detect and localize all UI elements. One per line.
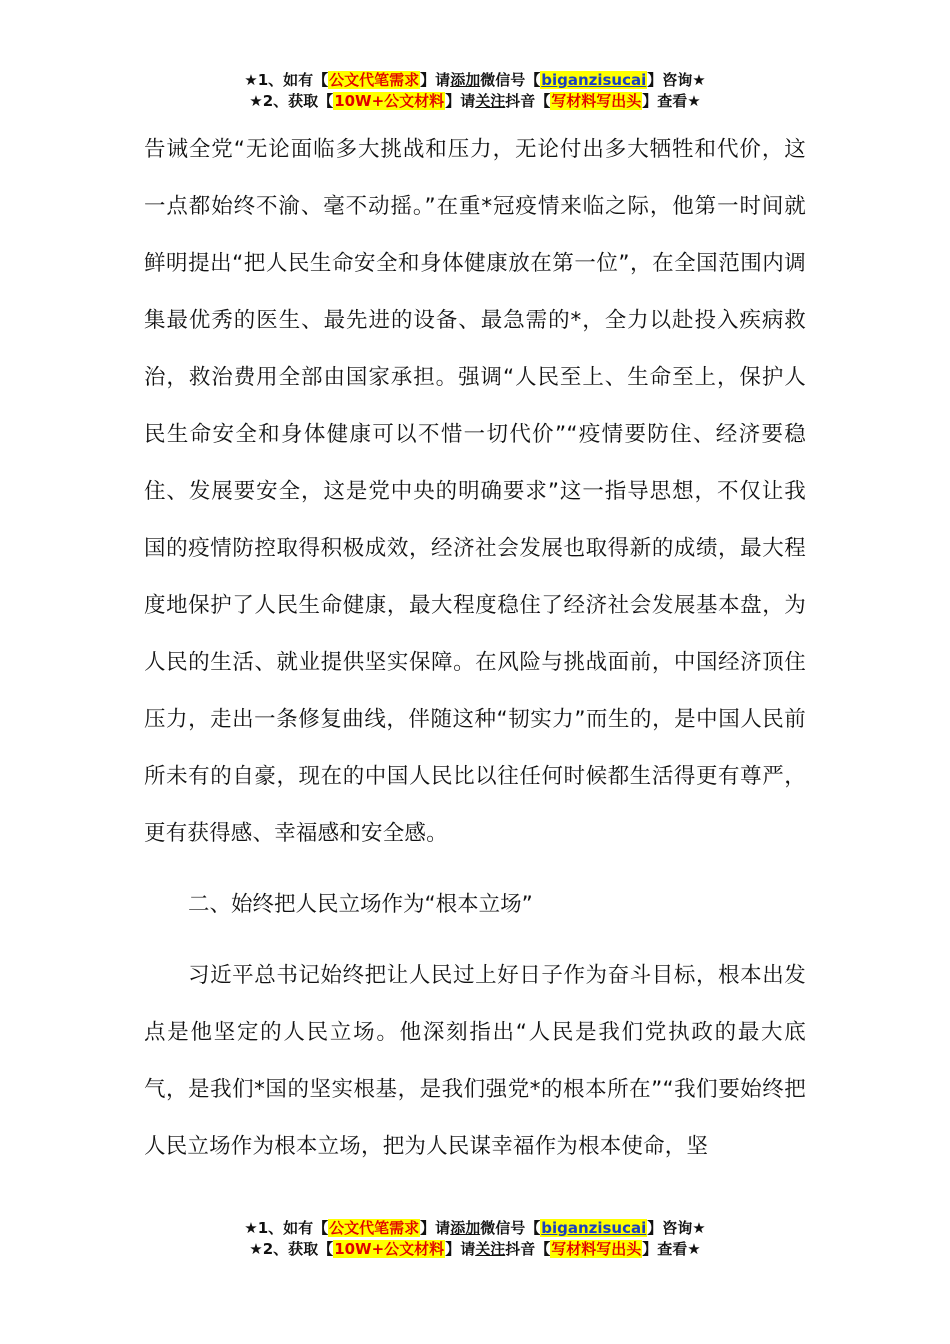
banner-text: 微信号【 xyxy=(480,1219,541,1237)
section-heading: 二、始终把人民立场作为“根本立场” xyxy=(188,892,533,917)
banner-emphasis: 关注 xyxy=(475,1240,506,1258)
banner-emphasis: 添加 xyxy=(450,71,481,89)
wechat-id-link[interactable]: biganzisucai xyxy=(541,1219,647,1237)
document-body xyxy=(144,121,806,1175)
banner-emphasis: 添加 xyxy=(450,1219,481,1237)
banner-highlight: 公文代笔需求 xyxy=(329,1219,420,1237)
banner-text: ★1、如有【 xyxy=(244,71,329,89)
footer-banner xyxy=(0,1218,950,1260)
douyin-account-highlight[interactable]: 写材料写出头 xyxy=(551,1240,642,1258)
banner-text: 抖音【 xyxy=(505,92,551,110)
banner-line-2 xyxy=(0,91,950,112)
douyin-account-highlight[interactable]: 写材料写出头 xyxy=(551,92,642,110)
banner-text: ★2、获取【 xyxy=(249,92,334,110)
banner-line-2 xyxy=(0,1239,950,1260)
banner-text: ★1、如有【 xyxy=(244,1219,329,1237)
banner-highlight: 10W+公文材料 xyxy=(334,1240,445,1258)
banner-highlight: 公文代笔需求 xyxy=(329,71,420,89)
banner-text: 】请 xyxy=(420,1219,451,1237)
header-banner xyxy=(0,70,950,112)
banner-line-1 xyxy=(0,1218,950,1239)
body-paragraph-2: 习近平总书记始终把让人民过上好日子作为奋斗目标，根本出发点是他坚定的人民立场。他深刻指出“人民是我们党执政的最大底气，是我们*国的坚实根基，是我们强党*的根本所在”“我们要始终把人民立场作为根本立场，把为人民谋幸福作为根本使命，坚 xyxy=(144,963,806,1159)
banner-text: 】查看★ xyxy=(642,1240,701,1258)
banner-text: 】咨询★ xyxy=(647,71,706,89)
banner-text: 】请 xyxy=(445,1240,476,1258)
banner-text: 】查看★ xyxy=(642,92,701,110)
banner-text: ★2、获取【 xyxy=(249,1240,334,1258)
banner-text: 微信号【 xyxy=(480,71,541,89)
banner-text: 】咨询★ xyxy=(647,1219,706,1237)
banner-highlight: 10W+公文材料 xyxy=(334,92,445,110)
banner-text: 】请 xyxy=(445,92,476,110)
wechat-id-link[interactable]: biganzisucai xyxy=(541,71,647,89)
banner-line-1 xyxy=(0,70,950,91)
banner-text: 抖音【 xyxy=(505,1240,551,1258)
body-paragraph-1: 告诫全党“无论面临多大挑战和压力，无论付出多大牺牲和代价，这一点都始终不渝、毫不动摇。”在重*冠疫情来临之际，他第一时间就鲜明提出“把人民生命安全和身体健康放在第一位”，在全国范围内调集最优秀的医生、最先进的设备、最急需的*，全力以赴投入疾病救治，救治费用全部由国家承担。强调“人民至上、生命至上，保护人民生命安全和身体健康可以不惜一切代价”“疫情要防住、经济要稳住、发展要安全，这是党中央的明确要求”这一指导思想，不仅让我国的疫情防控取得积极成效，经济社会发展也取得新的成绩，最大程度地保护了人民生命健康，最大程度稳住了经济社会发展基本盘，为人民的生活、就业提供坚实保障。在风险与挑战面前，中国经济顶住压力，走出一条修复曲线，伴随这种“韧实力”而生的，是中国人民前所未有的自豪，现在的中国人民比以往任何时候都生活得更有尊严，更有获得感、幸福感和安全感。 xyxy=(144,137,806,846)
banner-emphasis: 关注 xyxy=(475,92,506,110)
banner-text: 】请 xyxy=(420,71,451,89)
